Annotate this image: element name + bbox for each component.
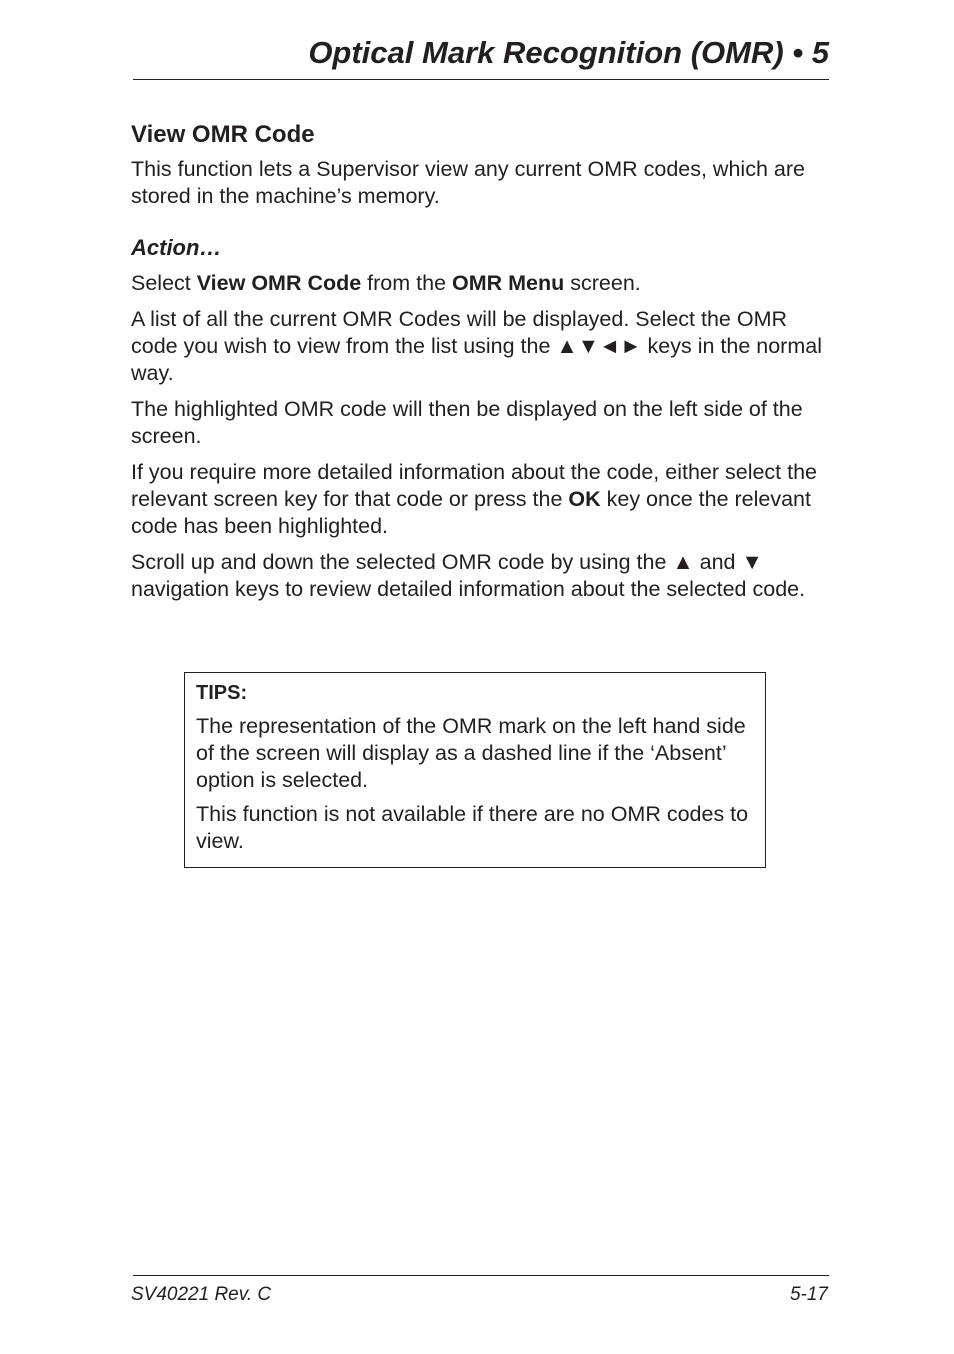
detail-pre: If you require more detailed information about the code, either select the relevant screen key for that code or press the [131,460,818,511]
intro-paragraph: This function lets a Supervisor view any current OMR codes, which are stored in the machine’s memory. [131,157,805,208]
page-header-title: Optical Mark Recognition (OMR) • 5 [308,35,829,70]
select-step-pre: Select [131,271,197,295]
highlight-paragraph: The highlighted OMR code will then be displayed on the left side of the screen. [131,397,803,448]
main-content [131,117,831,603]
menu-name: OMR Menu [452,271,565,295]
select-step-mid: from the [361,271,453,295]
tip-item: The representation of the OMR mark on the left hand side of the screen will display as a dashed line if the ‘Absent’ option is selected. [196,714,746,792]
footer-page-number: 5-17 [789,1284,828,1305]
ok-key-name: OK [568,487,601,511]
detail-post: key once the relevant code has been highlighted. [131,487,811,538]
tip-item: This function is not available if there are no OMR codes to view. [196,802,749,853]
tips-title: TIPS: [196,682,248,704]
tips-box [184,672,766,868]
action-heading: Action… [131,235,222,260]
list-paragraph: A list of all the current OMR Codes will be displayed. Select the OMR code you wish to view from the list using the ▲▼◄► keys in the normal way. [131,307,822,385]
select-step-paragraph [131,270,831,297]
menu-item-name: View OMR Code [196,271,362,295]
footer-doc-ref: SV40221 Rev. C [131,1284,272,1305]
scroll-paragraph: Scroll up and down the selected OMR code by using the ▲ and ▼ navigation keys to review detailed information about the selected code. [131,550,806,601]
footer-divider [133,1275,829,1276]
select-step-post: screen. [564,271,641,295]
detail-paragraph [131,459,831,540]
section-heading: View OMR Code [131,121,315,148]
header-divider [133,79,829,80]
